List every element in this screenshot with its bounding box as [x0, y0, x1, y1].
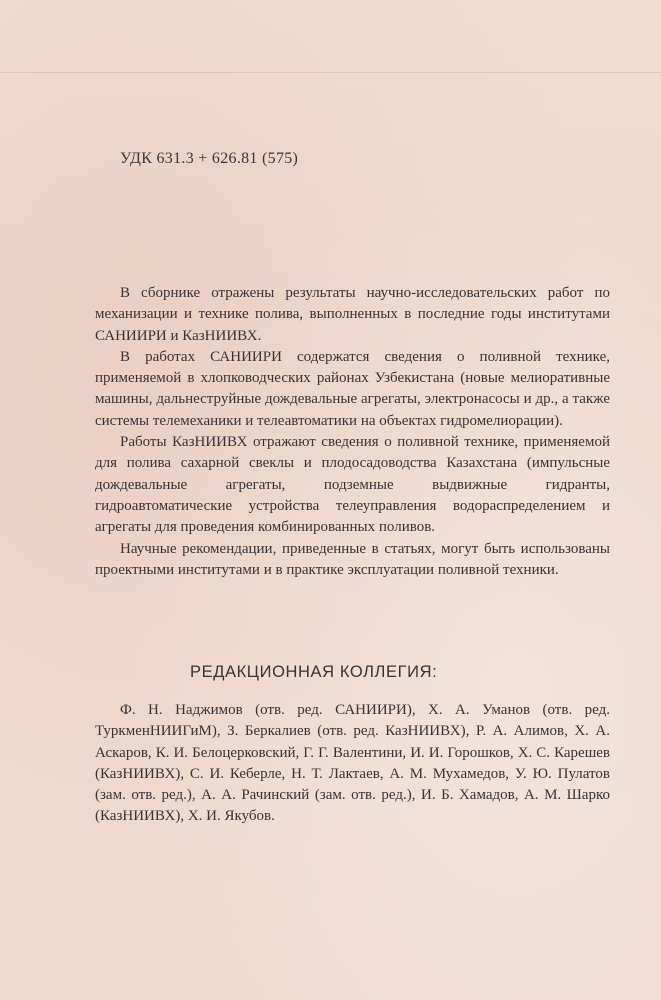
editorial-board-title: РЕДАКЦИОННАЯ КОЛЛЕГИЯ:	[190, 663, 438, 681]
abstract-paragraph: Работы КазНИИВХ отражают сведения о поливной технике, применяемой для полива сахарной свеклы и плодосадоводства Казахстана (импульсные дождевальные агрегаты, подземные выдвижные гидранты, гидроавтоматические устройства телеуправления водораспределением и агрегаты для проведения комбинированных поливов.	[95, 434, 610, 536]
abstract-paragraph: В работах САНИИРИ содержатся сведения о поливной технике, применяемой в хлопководческих районах Узбекистана (новые мелиоративные машины, дальнеструйные дождевальные агрегаты, электронасосы и др., а также системы телемеханики и телеавтоматики на объектах гидромелиорации).	[95, 348, 610, 429]
udk-code: УДК 631.3 + 626.81 (575)	[120, 150, 299, 167]
abstract-text	[95, 283, 610, 581]
editorial-board-members: Ф. Н. Наджимов (отв. ред. САНИИРИ), Х. А. Уманов (отв. ред. ТуркменНИИГиМ), З. Беркалиев (отв. ред. КазНИИВХ), Р. А. Алимов, Х. А. Аскаров, К. И. Белоцерковский, Г. Г. Валентини, И. И. Горошков, Х. С. Карешев (КазНИИВХ), С. И. Кеберле, Н. Т. Лактаев, А. М. Мухамедов, У. Ю. Пулатов (зам. отв. ред.), А. А. Рачинский (зам. отв. ред.), И. Б. Хамадов, А. М. Шарко (КазНИИВХ), Х. И. Якубов.	[95, 702, 610, 825]
paper-crease	[0, 72, 661, 73]
abstract-paragraph: В сборнике отражены результаты научно-исследовательских работ по механизации и технике полива, выполненных в последние годы институтами САНИИРИ и КазНИИВХ.	[95, 285, 610, 344]
abstract-paragraph: Научные рекомендации, приведенные в статьях, могут быть использованы проектными институтами и в практике эксплуатации поливной техники.	[95, 540, 610, 578]
